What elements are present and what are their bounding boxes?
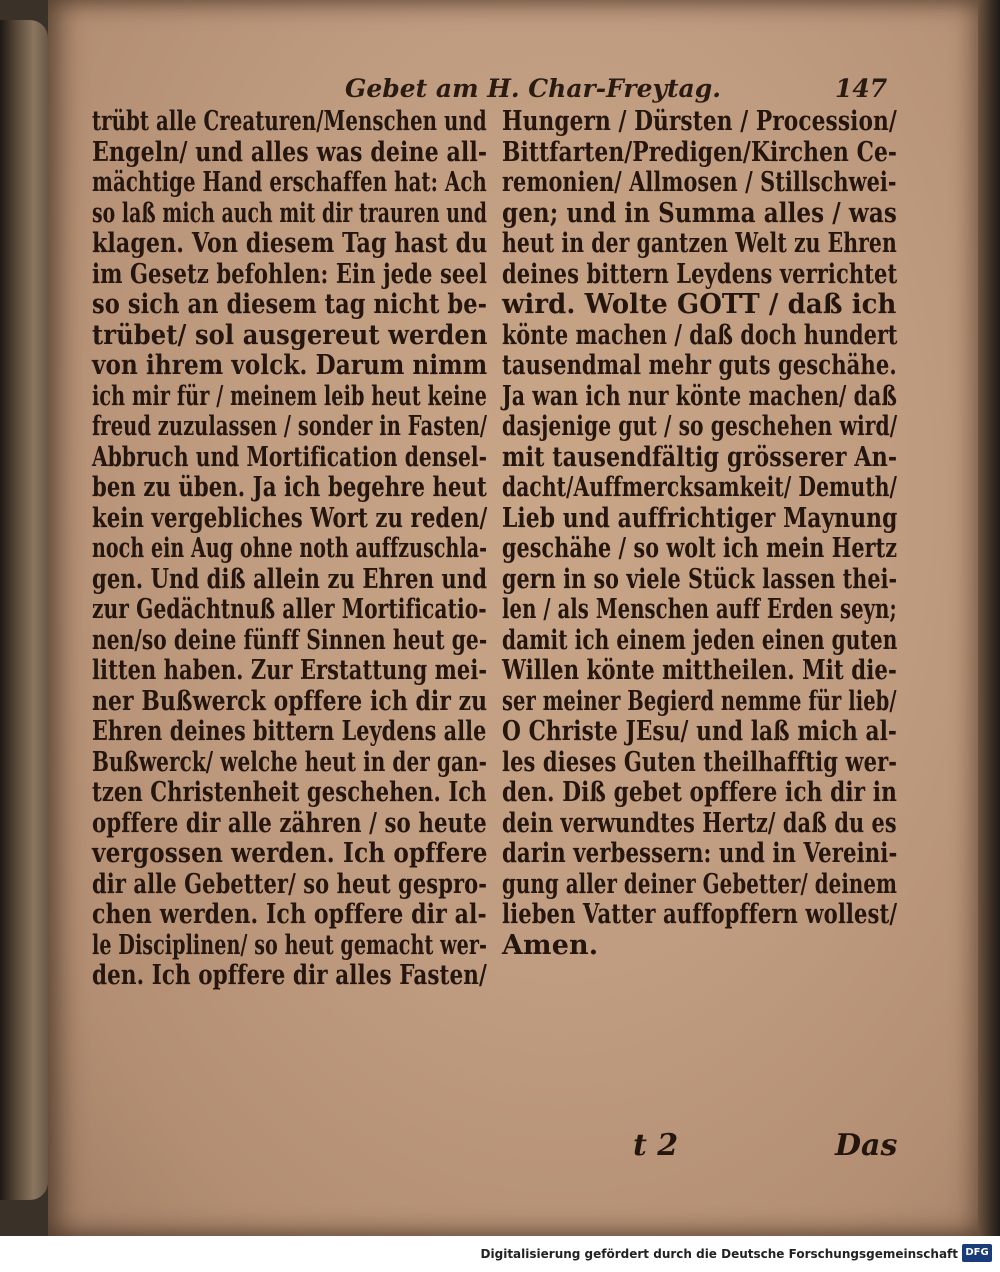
text-line: ser meiner Begierd nemme für lieb/ — [502, 685, 897, 717]
previous-page-edge — [0, 20, 48, 1200]
text-line: Willen könte mittheilen. Mit die- — [502, 655, 897, 686]
text-line: Ehren deines bittern Leydens alle — [92, 716, 487, 747]
text-line: Ja wan ich nur könte machen/ daß — [502, 380, 897, 412]
text-line: im Gesetz befohlen: Ein jede seel — [92, 258, 488, 290]
text-line: O Christe JEsu/ und laß mich al- — [502, 716, 897, 747]
text-line: so laß mich auch mit dir trauren und — [92, 197, 487, 229]
left-text-column — [92, 107, 487, 992]
text-line: dasjenige gut / so geschehen wird/ — [502, 411, 898, 442]
text-line: deines bittern Leydens verrichtet — [502, 258, 898, 290]
text-line: Amen. — [502, 929, 599, 961]
text-line: dein verwundtes Hertz/ daß du es — [502, 807, 897, 839]
text-line: so sich an diesem tag nicht be- — [92, 289, 488, 320]
text-line: les dieses Guten theilhafftig wer- — [502, 746, 898, 778]
page-number: 147 — [835, 74, 888, 103]
text-line: dir alle Gebetter/ so heut gespro- — [92, 868, 488, 900]
text-line: tausendmal mehr guts geschähe. — [502, 350, 897, 381]
page-stack-edge — [978, 0, 1000, 1236]
text-line: darin verbessern: und in Vereini- — [502, 838, 898, 869]
text-line: gern in so viele Stück lassen thei- — [502, 563, 898, 595]
text-line: Bittfarten/Predigen/Kirchen Ce- — [502, 136, 898, 168]
text-line: zur Gedächtnuß aller Mortificatio- — [92, 594, 487, 625]
text-line: nen/so deine fünff Sinnen heut ge- — [92, 624, 488, 656]
text-line: mächtige Hand erschaffen hat: Ach — [92, 167, 487, 198]
text-line: den. Diß gebet opffere ich dir in — [502, 777, 897, 808]
text-line: ner Bußwerck opffere ich dir zu — [92, 685, 488, 717]
text-line: len / als Menschen auff Erden seyn; — [502, 594, 897, 625]
text-line: le Disciplinen/ so heut gemacht wer- — [92, 929, 488, 961]
text-line: mit tausendfältig grösserer An- — [502, 441, 898, 473]
text-line: Hungern / Dürsten / Procession/ — [502, 106, 897, 137]
text-line: Engeln/ und alles was deine all- — [92, 136, 488, 168]
text-line: könte machen / daß doch hundert — [502, 319, 898, 351]
text-line: lieben Vatter auffopffern wollest/ — [502, 899, 898, 930]
text-line: heut in der gantzen Welt zu Ehren — [502, 228, 897, 259]
text-line: gung aller deiner Gebetter/ deinem — [502, 868, 898, 900]
page-header — [345, 74, 925, 110]
text-line: Abbruch und Mortification densel- — [92, 441, 488, 473]
text-line: remonien/ Allmosen / Stillschwei- — [502, 167, 897, 198]
signature-mark: t 2 — [633, 1128, 679, 1163]
digitization-footer — [0, 1236, 1000, 1272]
text-line: von ihrem volck. Darum nimm — [92, 350, 488, 381]
text-line: geschähe / so wolt ich mein Hertz — [502, 533, 898, 564]
text-line: ben zu üben. Ja ich begehre heut — [92, 472, 487, 503]
text-line: tzen Christenheit geschehen. Ich — [92, 777, 487, 808]
text-line: gen; und in Summa alles / was — [502, 197, 897, 229]
catchword: Das — [835, 1128, 898, 1163]
text-line: trübet/ sol ausgereut werden — [92, 319, 488, 351]
running-title: Gebet am H. Char-Freytag. — [345, 74, 721, 103]
text-line: chen werden. Ich opffere dir al- — [92, 899, 487, 930]
text-line: opffere dir alle zähren / so heute — [92, 807, 487, 839]
text-line: Bußwerck/ welche heut in der gan- — [92, 746, 488, 778]
text-line: kein vergebliches Wort zu reden/ — [92, 502, 488, 534]
text-line: Lieb und auffrichtiger Maynung — [502, 502, 898, 534]
text-line: gen. Und diß allein zu Ehren und — [92, 563, 488, 595]
dfg-logo-icon: DFG — [962, 1244, 992, 1262]
right-text-column — [502, 107, 897, 961]
funding-credit: Digitalisierung gefördert durch die Deutsche Forschungsgemeinschaft — [480, 1247, 958, 1261]
text-line: vergossen werden. Ich opffere — [92, 838, 488, 869]
text-line: trübt alle Creaturen/Menschen und — [92, 106, 487, 137]
text-line: litten haben. Zur Erstattung mei- — [92, 655, 488, 686]
text-line: damit ich einem jeden einen guten — [502, 624, 898, 656]
text-line: wird. Wolte GOTT / daß ich — [502, 289, 897, 320]
text-line: den. Ich opffere dir alles Fasten/ — [92, 960, 487, 991]
text-line: dacht/Auffmercksamkeit/ Demuth/ — [502, 472, 898, 503]
text-line: klagen. Von diesem Tag hast du — [92, 228, 488, 259]
text-line: noch ein Aug ohne noth auffzuschla- — [92, 533, 488, 564]
text-line: freud zuzulassen / sonder in Fasten/ — [92, 411, 488, 442]
text-line: ich mir für / meinem leib heut keine — [92, 380, 487, 412]
